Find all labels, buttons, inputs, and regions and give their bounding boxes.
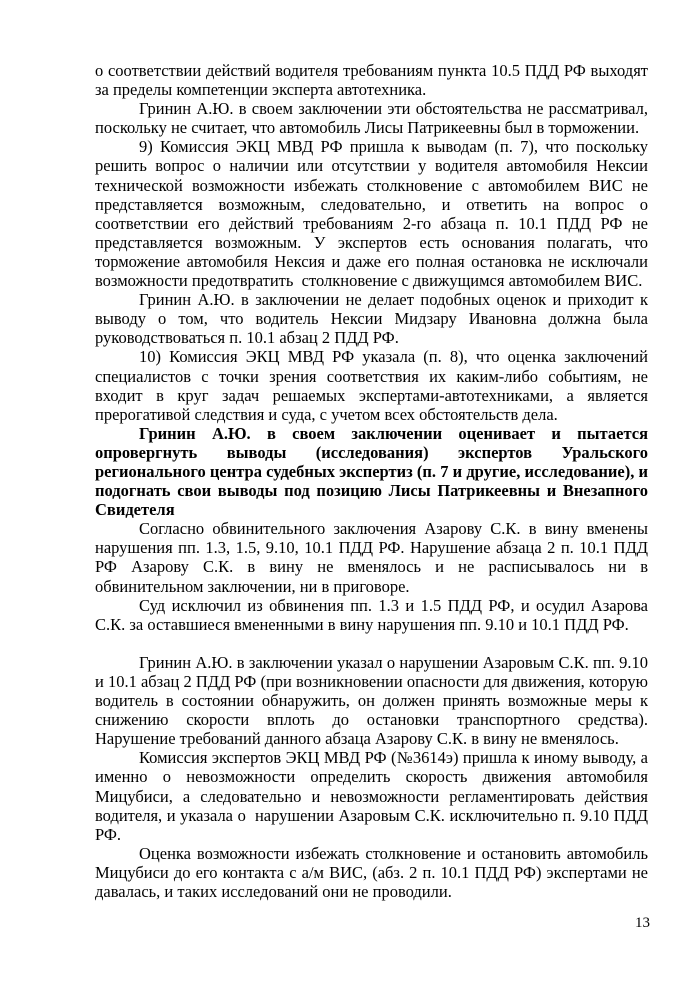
paragraph-bold-heading: Гринин А.Ю. в своем заключении оценивает и пытается опровергнуть выводы (исследования) экспертов Уральского регионального центра судебных экспертиз (п. 7 и другие, исследование), и подогнать свои выводы под позицию Лисы Патрикеевны и Внезапного Свидетеля <box>95 423 648 520</box>
paragraph-continuation: о соответствии действий водителя требованиям пункта 10.5 ПДД РФ выходят за пределы компетенции эксперта автотехника. <box>95 61 648 100</box>
paragraph: Суд исключил из обвинения пп. 1.3 и 1.5 ПДД РФ, и осудил Азарова С.К. за оставшиеся вмененными в вину нарушения пп. 9.10 и 10.1 ПДД РФ. <box>95 595 648 634</box>
paragraph: Гринин А.Ю. в своем заключении эти обстоятельства не рассматривал, поскольку не считает, что автомобиль Лисы Патрикеевны был в торможении. <box>95 99 648 138</box>
paragraph: Согласно обвинительного заключения Азарову С.К. в вину вменены нарушения пп. 1.3, 1.5, 9.10, 10.1 ПДД РФ. Нарушение абзаца 2 п. 10.1 ПДД РФ Азарову С.К. в вину не вменялось и не расписывалось ни в обвинительном заключении, ни в приговоре. <box>95 519 648 596</box>
paragraph: 9) Комиссия ЭКЦ МВД РФ пришла к выводам (п. 7), что поскольку решить вопрос о наличии или отсутствии у водителя автомобиля Нексии технической возможности избежать столкновение с автомобилем ВИС не представляется возможным, следовательно, и ответить на вопрос о соответствии его действий требованиям 2-го абзаца п. 10.1 ПДД РФ не представляется возможным. У экспертов есть основания полагать, что торможение автомобиля Нексия и даже его полная остановка не исключали возможности предотвратить столкновение с движущимся автомобилем ВИС. <box>95 137 648 291</box>
paragraph: Оценка возможности избежать столкновение и остановить автомобиль Мицубиси до его контакта с а/м ВИС, (абз. 2 п. 10.1 ПДД РФ) экспертами не давалась, и таких исследований они не проводили. <box>95 843 648 902</box>
paragraph: Гринин А.Ю. в заключении указал о нарушении Азаровым С.К. пп. 9.10 и 10.1 абзац 2 ПДД РФ (при возникновении опасности для движения, которую водитель в состоянии обнаружить, он должен принять возможные меры к снижению скорости вплоть до остановки транспортного средства). Нарушение требований данного абзаца Азарову С.К. в вину не вменялось. <box>95 652 648 749</box>
paragraph: Гринин А.Ю. в заключении не делает подобных оценок и приходит к выводу о том, что водитель Нексии Мидзару Ивановна должна была руководствоваться п. 10.1 абзац 2 ПДД РФ. <box>95 290 648 348</box>
paragraph: Комиссия экспертов ЭКЦ МВД РФ (№3614э) пришла к иному выводу, а именно о невозможности определить скорость движения автомобиля Мицубиси, а следовательно и невозможности регламентировать действия водителя, и указала о нарушении Азаровым С.К. исключительно п. 9.10 ПДД РФ. <box>95 748 648 844</box>
page-number: 13 <box>635 915 650 931</box>
document-text-block <box>95 61 648 901</box>
paragraph: 10) Комиссия ЭКЦ МВД РФ указала (п. 8), что оценка заключений специалистов с точки зрения соответствия их каким-либо событиям, не входит в круг задач решаемых экспертами-автотехниками, а является прерогативой следствия и суда, с учетом всех обстоятельств дела. <box>95 347 648 424</box>
